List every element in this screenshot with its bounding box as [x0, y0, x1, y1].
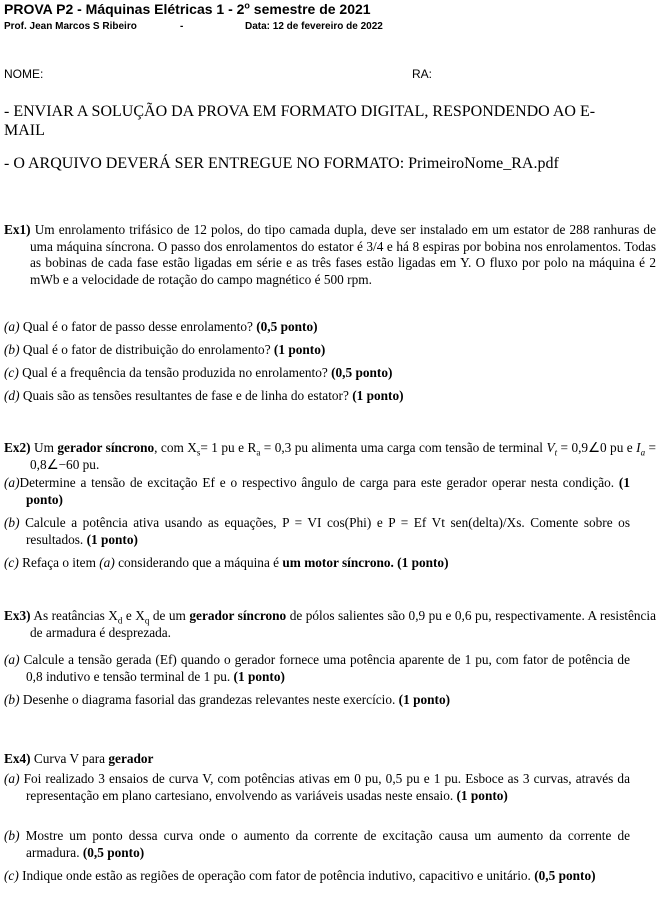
- ex2-item-c: (c) Refaça o item (a) considerando que a máquina é um motor síncrono. (1 ponto): [4, 555, 449, 570]
- professor-line: [4, 21, 137, 32]
- instruction-email: - ENVIAR A SOLUÇÃO DA PROVA EM FORMATO DIGITAL, RESPONDENDO AO E-MAIL: [4, 103, 596, 139]
- ex2-label: Ex2): [4, 440, 31, 455]
- professor-name: Prof. Jean Marcos S Ribeiro: [4, 21, 137, 32]
- ex1-statement: Ex1) Um enrolamento trifásico de 12 polos, do tipo camada dupla, deve ser instalado em um estator de 288 ranhuras de uma máquina síncrona. O passo dos enrolamentos do estator é 3/4 e há 8 espiras por bobina nos enrolamentos. Todas as bobinas de cada fase estão ligadas em série e as três fases estão ligadas em Y. O fluxo por polo na máquina é 2 mWb e a velocidade de rotação do campo magnético é 500 rpm.: [4, 222, 656, 287]
- exam-date: Data: 12 de fevereiro de 2022: [245, 21, 383, 32]
- exam-title: PROVA P2 - Máquinas Elétricas 1 - 2$^o$ semestre de 2021: [4, 0, 371, 17]
- ex4-item-b: (b) Mostre um ponto dessa curva onde o aumento da corrente de excitação causa um aumento da corrente de armadura. (0,5 ponto): [4, 828, 630, 860]
- ex1-item-a: (a) Qual é o fator de passo desse enrolamento? (0,5 ponto): [4, 319, 318, 334]
- ex4-label: Ex4): [4, 751, 31, 766]
- ex4-item-a: (a) Foi realizado 3 ensaios de curva V, com potências ativas em 0 pu, 0,5 pu e 1 pu. Esboce as 3 curvas, através da representação em plano cartesiano, envolvendo as variáveis usadas neste ensaio. (1 ponto): [4, 771, 630, 803]
- ex4-statement: Ex4) Curva V para gerador: [4, 751, 154, 766]
- ex1-item-b: (b) Qual é o fator de distribuição do enrolamento? (1 ponto): [4, 342, 326, 357]
- ex1-item-d: (d) Quais são as tensões resultantes de fase e de linha do estator? (1 ponto): [4, 388, 404, 403]
- header-dash: -: [180, 21, 184, 32]
- ex1-item-c: (c) Qual é a frequência da tensão produzida no enrolamento? (0,5 ponto): [4, 365, 393, 380]
- ex3-item-a: (a) Calcule a tensão gerada (Ef) quando o gerador fornece uma potência aparente de 1 pu, com fator de potência de 0,8 indutivo e tensão terminal de 1 pu. (1 ponto): [4, 652, 630, 684]
- ex2-item-b: (b) Calcule a potência ativa usando as equações, P = VI cos(Phi) e P = Ef Vt sen(delta)/Xs. Comente sobre os resultados. (1 ponto): [4, 515, 630, 547]
- nome-label: NOME:: [4, 67, 44, 81]
- instruction-format: - O ARQUIVO DEVERÁ SER ENTREGUE NO FORMATO: PrimeiroNome_RA.pdf: [4, 155, 559, 172]
- ra-label: RA:: [412, 67, 433, 81]
- ex2-item-a: (a)Determine a tensão de excitação Ef e o respectivo ângulo de carga para este gerador operar nesta condição. (1 ponto): [4, 475, 630, 507]
- ex4-item-c: (c) Indique onde estão as regiões de operação com fator de potência indutivo, capacitivo e unitário. (0,5 ponto): [4, 868, 596, 883]
- ex2-statement: Ex2) Um gerador síncrono, com $X_s= 1$ pu e $R_a = 0,3$ pu alimenta uma carga com tensão de terminal $V_t$ = 0,9∠0 pu e $I_a$ = 0,8∠−60 pu.: [4, 440, 656, 472]
- ex3-label: Ex3): [4, 608, 31, 623]
- ex3-item-b: (b) Desenhe o diagrama fasorial das grandezas relevantes neste exercício. (1 ponto): [4, 692, 451, 707]
- ex3-statement: Ex3) As reatâncias $X_d$ e $X_q$ de um gerador síncrono de pólos salientes são 0,9 pu e 0,6 pu, respectivamente. A resistência de armadura é desprezada.: [4, 608, 656, 640]
- ex1-label: Ex1): [4, 222, 31, 237]
